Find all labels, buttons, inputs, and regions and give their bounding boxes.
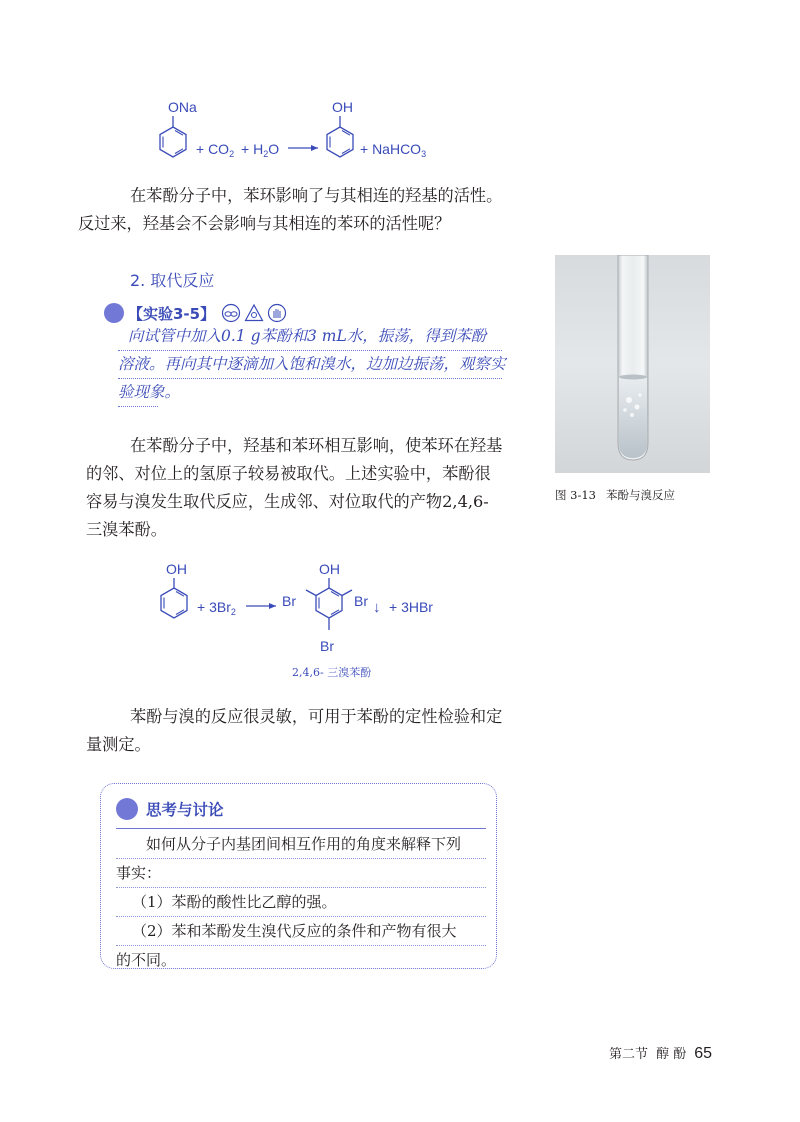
co2-plus: + $CO_2$ [196, 141, 235, 159]
paragraph-line: 在苯酚分子中，羟基和苯环相互影响，使苯环在羟基 [130, 436, 503, 455]
think-line: （1）苯酚的酸性比乙醇的强。 [116, 888, 486, 917]
experiment-label: 【实验3-5】 [128, 304, 216, 323]
think-line: （2）苯和苯酚发生溴代反应的条件和产物有很大 [116, 917, 486, 946]
h2o-plus: + $H_2O$ [241, 141, 280, 159]
product-group-label: OH [332, 99, 353, 115]
paragraph-3 [86, 703, 506, 759]
section-title: 2. 取代反应 [130, 271, 215, 290]
bullet-dot-icon [116, 798, 138, 820]
paragraph-line: 反过来，羟基会不会影响与其相连的苯环的活性呢？ [78, 214, 451, 233]
benzene-ring [161, 588, 187, 618]
br-bottom-label: Br [320, 638, 334, 654]
think-discuss-header [116, 798, 224, 820]
br-left-label: Br [282, 593, 296, 609]
reactant-group-label: ONa [168, 99, 197, 115]
divider [116, 828, 486, 829]
product-group-label: OH [319, 561, 340, 577]
hbr-product: + 3HBr [389, 599, 433, 615]
experiment-line: 验现象。 [118, 379, 158, 407]
experiment-line: 向试管中加入0.1 g苯酚和3 mL水，振荡，得到苯酚 [118, 323, 502, 351]
think-discuss-title: 思考与讨论 [146, 801, 224, 819]
product-name: 2,4,6- 三溴苯酚 [292, 666, 372, 679]
paragraph-line: 容易与溴发生取代反应，生成邻、对位取代的产物2,4,6- [86, 492, 489, 511]
figure-number: 图 3-13 [555, 488, 596, 502]
page-footer [609, 1043, 712, 1063]
paragraph-line: 三溴苯酚。 [86, 520, 167, 539]
think-line: 如何从分子内基团间相互作用的角度来解释下列 [116, 830, 486, 859]
precipitate-arrow: ↓ [373, 599, 381, 616]
think-discuss-body [116, 830, 486, 974]
paragraph-line: 苯酚与溴的反应很灵敏，可用于苯酚的定性检验和定 [130, 707, 503, 726]
paragraph-line: 的邻、对位上的氢原子较易被取代。上述实验中，苯酚很 [86, 464, 491, 483]
think-line: 的不同。 [116, 951, 177, 969]
nahco3-label: + NaHCO$_3$ [360, 141, 427, 159]
paragraph-line: 在苯酚分子中，苯环影响了与其相连的羟基的活性。 [130, 186, 503, 205]
footer-section: 第二节 [609, 1047, 649, 1062]
reactant-group-label: OH [166, 561, 187, 577]
footer-chapter: 醇 酚 [656, 1047, 687, 1062]
br-right-label: Br [354, 593, 368, 609]
benzene-ring [316, 588, 342, 618]
br2-reagent: + $3Br_2$ [197, 599, 236, 617]
figure-caption-text: 苯酚与溴反应 [606, 488, 675, 502]
paragraph-line: 量测定。 [86, 735, 151, 754]
think-line: 事实： [116, 859, 486, 888]
experiment-line: 溶液。再向其中逐滴加入饱和溴水，边加边振荡，观察实 [118, 351, 502, 379]
page-number: 65 [694, 1045, 712, 1062]
